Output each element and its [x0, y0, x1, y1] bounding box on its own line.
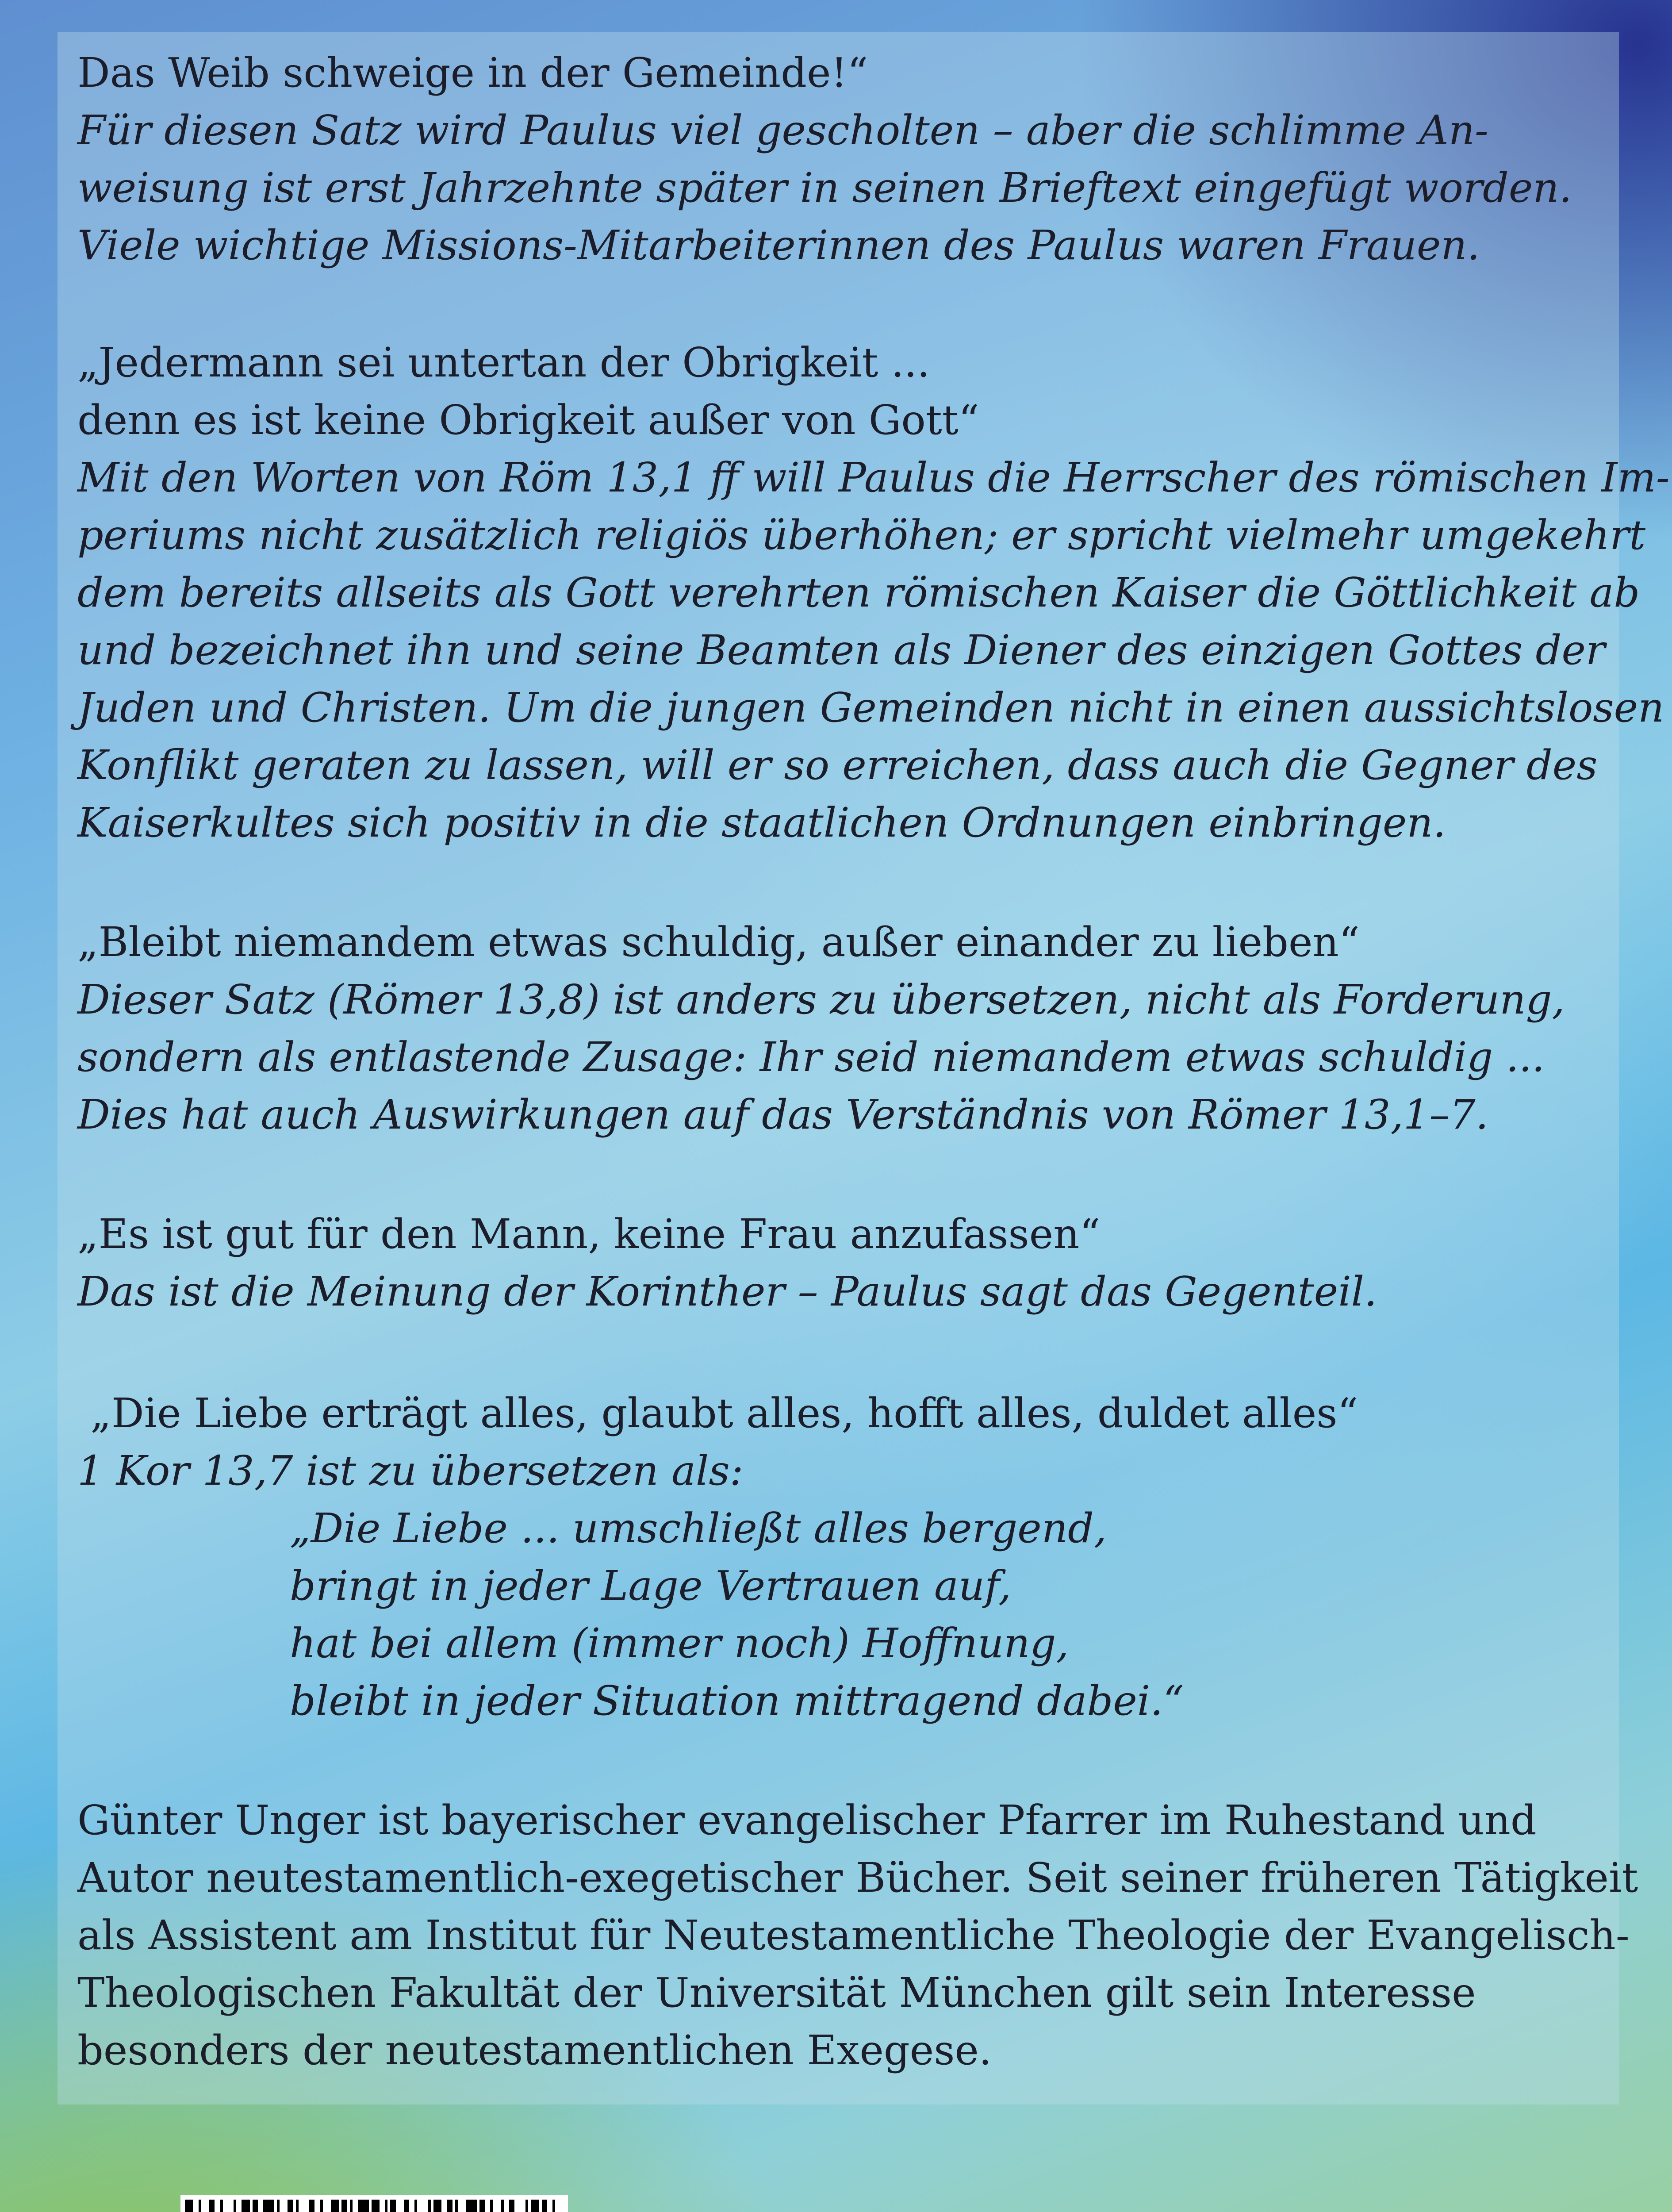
barcode-bar [253, 2200, 258, 2212]
text-line: als Assistent am Institut für Neutestamentliche Theologie der Evangelisch- [77, 1912, 1630, 1959]
barcode-bar [404, 2200, 409, 2212]
section-author-bio [77, 1792, 1638, 2079]
text-line: „Die Liebe ... umschließt alles bergend, [290, 1505, 1107, 1552]
section-schuldig [77, 914, 1599, 1144]
barcode-bar [185, 2200, 193, 2212]
barcode-bar [504, 2200, 509, 2212]
isbn-label [805, 2208, 938, 2212]
barcode-bar [542, 2200, 547, 2212]
text-line: Günter Unger ist bayerischer evangelischer Pfarrer im Ruhestand und [77, 1797, 1537, 1844]
text-line: „Jedermann sei untertan der Obrigkeit ... [77, 339, 930, 386]
barcode-bar [314, 2200, 320, 2212]
text-line: weisung ist erst Jahrzehnte später in seinen Brieftext eingefügt worden. [77, 164, 1572, 211]
barcode-bar [479, 2200, 485, 2212]
text-line: denn es ist keine Obrigkeit außer von Gott“ [77, 396, 979, 444]
section-weib-schweige [77, 44, 1599, 274]
text-line: Das ist die Meinung der Korinther – Paulus sagt das Gegenteil. [77, 1268, 1377, 1315]
barcode-bar [242, 2200, 249, 2212]
isbn-row-softcover [805, 2208, 1602, 2212]
barcode-bar [509, 2200, 514, 2212]
barcode-bar [433, 2200, 441, 2212]
text-line: Juden und Christen. Um die jungen Gemeinden nicht in einen aussichtslosen [77, 684, 1664, 731]
barcode-bar [193, 2200, 198, 2212]
barcode-bar [466, 2200, 476, 2212]
barcode-bar [447, 2200, 453, 2212]
text-line: Theologischen Fakultät der Universität München gilt sein Interesse [77, 1969, 1476, 2016]
barcode-bar [555, 2200, 563, 2212]
text-line: Dies hat auch Auswirkungen auf das Verständnis von Römer 13,1–7. [77, 1091, 1489, 1138]
barcode-bar [299, 2200, 309, 2212]
text-line: bringt in jeder Lage Vertrauen auf, [290, 1562, 1012, 1609]
barcode-bar [409, 2200, 414, 2212]
text-line: periums nicht zusätzlich religiös überhöhen; er spricht vielmehr umgekehrt [77, 511, 1646, 559]
barcode-bar [514, 2200, 525, 2212]
text-line: Dieser Satz (Römer 13,8) ist anders zu übersetzen, nicht als Forderung, [77, 976, 1565, 1023]
barcode-bar [417, 2200, 428, 2212]
section-liebe [77, 1385, 1599, 1730]
barcode-bar [280, 2200, 288, 2212]
barcode-bar [323, 2200, 331, 2212]
text-line: sondern als entlastende Zusage: Ihr seid niemandem etwas schuldig ... [77, 1033, 1545, 1081]
barcode-bar [215, 2200, 220, 2212]
barcode-bar [396, 2200, 404, 2212]
barcode-bar [390, 2200, 395, 2212]
barcode-bar [372, 2200, 380, 2212]
barcode-bar [201, 2200, 209, 2212]
text-line: „Bleibt niemandem etwas schuldig, außer einander zu lieben“ [77, 918, 1360, 966]
section-korinther [77, 1206, 1599, 1321]
barcode-bar [258, 2200, 263, 2212]
text-line: bleibt in jeder Situation mittragend dabei.“ [290, 1677, 1184, 1724]
isbn-barcode [180, 2195, 568, 2212]
barcode-bar [493, 2200, 501, 2212]
section-obrigkeit [77, 334, 1670, 852]
barcode-bar [236, 2200, 242, 2212]
barcode-bar [331, 2200, 339, 2212]
barcode-bar [441, 2200, 447, 2212]
text-line: Das Weib schweige in der Gemeinde!“ [77, 49, 868, 96]
barcode-bars [185, 2200, 564, 2212]
text-line: Für diesen Satz wird Paulus viel gescholten – aber die schlimme An- [77, 107, 1489, 154]
barcode-bar [353, 2200, 358, 2212]
text-line: und bezeichnet ihn und seine Beamten als Diener des einzigen Gottes der [77, 626, 1605, 674]
barcode-bar [223, 2200, 234, 2212]
barcode-bar [209, 2200, 215, 2212]
barcode-bar [341, 2200, 347, 2212]
isbn-block [805, 2208, 1602, 2212]
text-line: Autor neutestamentlich-exegetischer Bücher. Seit seiner früheren Tätigkeit [77, 1854, 1638, 1901]
text-line: Viele wichtige Missions-Mitarbeiterinnen des Paulus waren Frauen. [77, 222, 1480, 269]
text-line: dem bereits allseits als Gott verehrten römischen Kaiser die Göttlichkeit ab [77, 569, 1640, 616]
text-line: Mit den Worten von Röm 13,1 ff will Paulus die Herrscher des römischen Im- [77, 454, 1670, 501]
barcode-bar [358, 2200, 368, 2212]
text-line: Kaiserkultes sich positiv in die staatlichen Ordnungen einbringen. [77, 799, 1446, 846]
barcode-bar [380, 2200, 385, 2212]
text-line: hat bei allem (immer noch) Hoffnung, [290, 1620, 1069, 1667]
text-line: Konflikt geraten zu lassen, will er so erreichen, dass auch die Gegner des [77, 741, 1598, 789]
barcode-bar [531, 2200, 539, 2212]
barcode-bar [458, 2200, 466, 2212]
barcode-bar [547, 2200, 552, 2212]
barcode-bar [309, 2200, 314, 2212]
text-line: „Es ist gut für den Mann, keine Frau anzufassen“ [77, 1210, 1101, 1258]
text-line: „Die Liebe erträgt alles, glaubt alles, hofft alles, duldet alles“ [77, 1390, 1358, 1437]
text-line: besonders der neutestamentlichen Exegese. [77, 2027, 992, 2074]
barcode-bar [485, 2200, 490, 2212]
barcode-bar [288, 2200, 293, 2212]
barcode-bar [263, 2200, 274, 2212]
text-line: 1 Kor 13,7 ist zu übersetzen als: [77, 1447, 744, 1494]
